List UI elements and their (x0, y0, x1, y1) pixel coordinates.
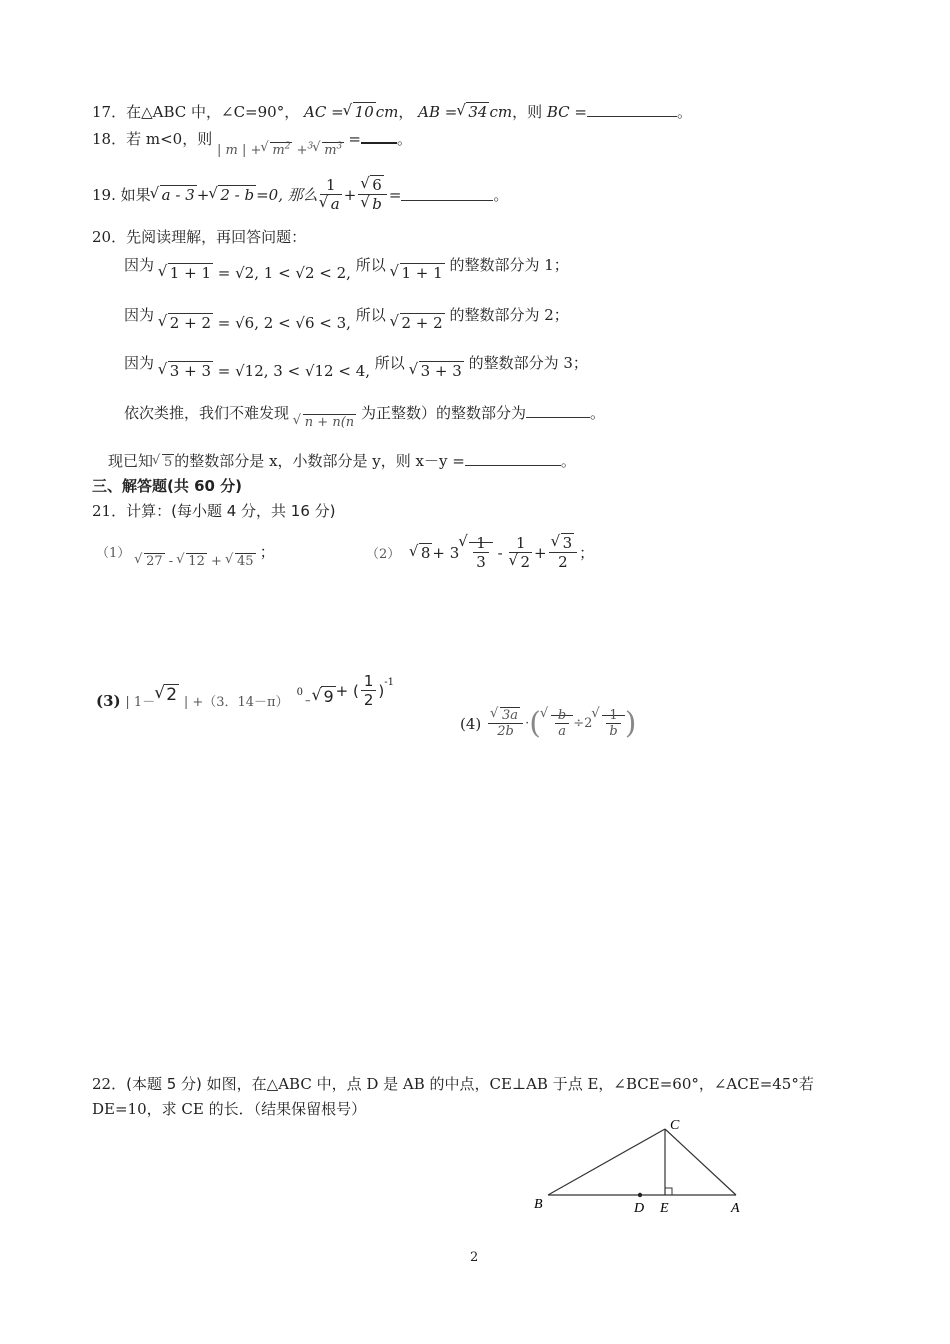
q21-p2-label: （2） (366, 547, 401, 562)
question-22 (92, 1073, 814, 1094)
q19-eq: = (388, 185, 402, 204)
q20-so-1: 所以 (355, 256, 386, 274)
q20-l5-pre: 现已知 (108, 452, 154, 470)
question-17: 17．在△ABC 中，∠C=90°， AC =√ 10 cm， AB =√ 34 cm，则 BC = 。 (92, 101, 692, 122)
q20-so-3: 所以 (374, 354, 405, 372)
q20-l4-pre: 依次类推，我们不难发现 (124, 404, 290, 422)
q19-eq0: =0, 那么 (256, 186, 318, 204)
q21-p3-frac: $\frac{1}{2}$ (361, 672, 377, 709)
right-angle-mark (665, 1188, 672, 1195)
q17-number: 17． (92, 103, 127, 121)
q20-l4-mid: 为正整数）的整数部分为 (360, 404, 526, 422)
q21-p3-label: (3) (96, 691, 121, 710)
q19-text: 如果 (120, 186, 151, 204)
q19-sqrt-1: √ a - 3 (151, 186, 197, 204)
q17-sqrt-ab: √ 34 (457, 103, 489, 121)
q21-p3-exp-neg1: -1 (384, 677, 395, 688)
q21-part-3: (3) | 1－ √ 2 | +（3．14－π） 0 – √ 9 + ( $\frac{1}{2}$ ) -1 (96, 682, 394, 719)
question-18 (92, 128, 413, 158)
section-3-title: 三、解答题(共 60 分) (92, 477, 243, 495)
triangle-figure (528, 1112, 758, 1218)
question-19: 19. 如果 √ a - 3 + √ 2 - b =0, 那么 1 √ a + √ 6 √ b = 。 (92, 176, 508, 213)
q18-answer-blank[interactable] (361, 142, 397, 144)
q20-because-3: 因为 (124, 354, 155, 372)
q20-l3-tail: 的整数部分为 3； (468, 354, 588, 372)
q19-plus: + (196, 185, 210, 204)
q20-because-1: 因为 (124, 256, 155, 274)
q17-ac-label: AC = (304, 103, 344, 121)
q20-l5-mid: 的整数部分是 x，小数部分是 y，则 x－y = (174, 452, 465, 470)
side-bc (548, 1129, 665, 1195)
q21-p4-frac-1: √ $\frac{3a}{2b}$ (488, 708, 523, 739)
q17-bc-label: BC = (546, 103, 587, 121)
q21-number: 21． (92, 502, 127, 520)
label-a: A (731, 1201, 740, 1216)
page-number: 2 (470, 1250, 479, 1265)
q21-p3-close: ) (378, 681, 385, 700)
point-d (638, 1193, 642, 1197)
q17-ab-unit: cm (489, 103, 513, 121)
q20-l2-rest: = √6, 2 < √6 < 3, (217, 314, 351, 332)
q21-p1-end: ； (259, 543, 275, 561)
q21-p4-paren-close: ) (624, 706, 637, 741)
q21-p4-label: (4) (460, 714, 482, 733)
q20-l2-tail: 的整数部分为 2； (449, 306, 569, 324)
q21-p2-op3: + (534, 543, 547, 562)
q22-points: (本题 5 分) (126, 1075, 202, 1093)
q20-so-2: 所以 (355, 306, 386, 324)
q21-p4-dot: · (525, 716, 530, 731)
q19-sqrt-2: √ 2 - b (209, 186, 256, 204)
q21-p3-abs-open: | 1－ (125, 695, 156, 710)
q21-p2-frac-2: 1 √ 2 (509, 534, 532, 571)
q20-because-2: 因为 (124, 306, 155, 324)
q22-number: 22． (92, 1075, 127, 1093)
q21-points: (每小题 4 分，共 16 分) (171, 502, 336, 520)
q17-then: ，则 (512, 103, 543, 121)
q21-p1-expression: √ 27 - √ 12 + √ 45 (135, 554, 260, 569)
q17-answer-blank[interactable] (587, 116, 677, 117)
q22-line-1: 如图，在△ABC 中，点 D 是 AB 的中点，CE⊥AB 于点 E，∠BCE=60°，∠ACE=45°若 (206, 1075, 814, 1093)
q21-p4-div: ÷2 (573, 716, 593, 731)
q21-p2-op2: - (497, 543, 503, 562)
q21-p3-plus: + ( (335, 681, 359, 700)
q19-answer-blank[interactable] (401, 200, 493, 201)
q17-ab-label: AB = (418, 103, 458, 121)
q19-frac-1: 1 √ a (320, 176, 342, 213)
q21-p2-op1: + 3 (432, 543, 460, 562)
q20-line-5: 现已知√ 5 的整数部分是 x，小数部分是 y，则 x－y = 。 (108, 450, 576, 471)
q21-p3-exp0: 0 (296, 687, 303, 698)
q20-l4-answer-blank[interactable] (526, 417, 590, 418)
side-ca (665, 1129, 736, 1195)
q18-expression: | m | +√ $m^2 +^3√$ $m^3$ (217, 143, 348, 158)
q19-end: 。 (493, 186, 509, 204)
q20-l3-rest: = √12, 3 < √12 < 4, (217, 362, 371, 380)
q20-line-2: 因为 √ 2 + 2 = √6, 2 < √6 < 3, 所以 √ 2 + 2 的整数部分为 2； (124, 304, 569, 325)
q21-part-2: （2） √ 8 + 3 √ $\frac{1}{3}$ - 1 √ 2 + √ $\frac{3}{2}$ ； (366, 534, 594, 571)
q21-p2-end: ； (579, 544, 595, 562)
label-b: B (534, 1197, 543, 1212)
q20-line-4: 依次类推，我们不难发现 √ n + n(n 为正整数）的整数部分为 。 (124, 402, 605, 423)
q21-p3-pi-term: | +（3．14－π） (183, 695, 289, 710)
label-c: C (670, 1118, 680, 1133)
q21-p4-paren-open: ( (529, 706, 541, 741)
q20-l1-tail: 的整数部分为 1； (449, 256, 569, 274)
q21-p3-minus: – (304, 694, 311, 707)
q20-l5-answer-blank[interactable] (465, 465, 561, 466)
q21-p1-label: （1） (96, 546, 131, 561)
q18-eq: = (348, 130, 361, 148)
q18-end: 。 (397, 130, 413, 148)
q22-line-2: DE=10，求 CE 的长．（结果保留根号） (92, 1100, 367, 1118)
q20-l4-end: 。 (589, 404, 605, 422)
q17-text: 在△ABC 中，∠C=90°， (126, 103, 300, 121)
q19-number: 19. (92, 185, 116, 204)
q18-number: 18． (92, 130, 127, 148)
q17-end: 。 (677, 103, 693, 121)
q20-title: 先阅读理解，再回答问题： (126, 228, 307, 246)
q20-line-1: 因为 √ 1 + 1 = √2, 1 < √2 < 2, 所以 √ 1 + 1 的整数部分为 1； (124, 254, 569, 275)
label-d: D (634, 1201, 645, 1216)
q21-p2-frac-3: √ $\frac{3}{2}$ (549, 534, 578, 571)
q21-part-4: (4) √ $\frac{3a}{2b}$ · ( √ $\frac{b}{a}$ ÷2 √ $\frac{1}{b}$ ) (460, 706, 636, 741)
q20-number: 20． (92, 228, 127, 246)
q21-text: 计算： (126, 502, 172, 520)
q18-text: 若 m<0，则 (126, 130, 213, 148)
q20-l5-end: 。 (560, 452, 576, 470)
q17-ac-unit: cm (375, 103, 399, 121)
q21-part-1 (96, 541, 275, 569)
q19-frac-2: √ 6 √ b (358, 176, 387, 213)
question-21 (92, 500, 336, 521)
q20-l1-rest: = √2, 1 < √2 < 2, (217, 264, 351, 282)
question-20-title (92, 226, 306, 247)
label-e: E (660, 1201, 669, 1216)
q17-sqrt-ac: √ 10 (344, 103, 376, 121)
q20-line-3: 因为 √ 3 + 3 = √12, 3 < √12 < 4, 所以 √ 3 + 3 的整数部分为 3； (124, 352, 588, 373)
